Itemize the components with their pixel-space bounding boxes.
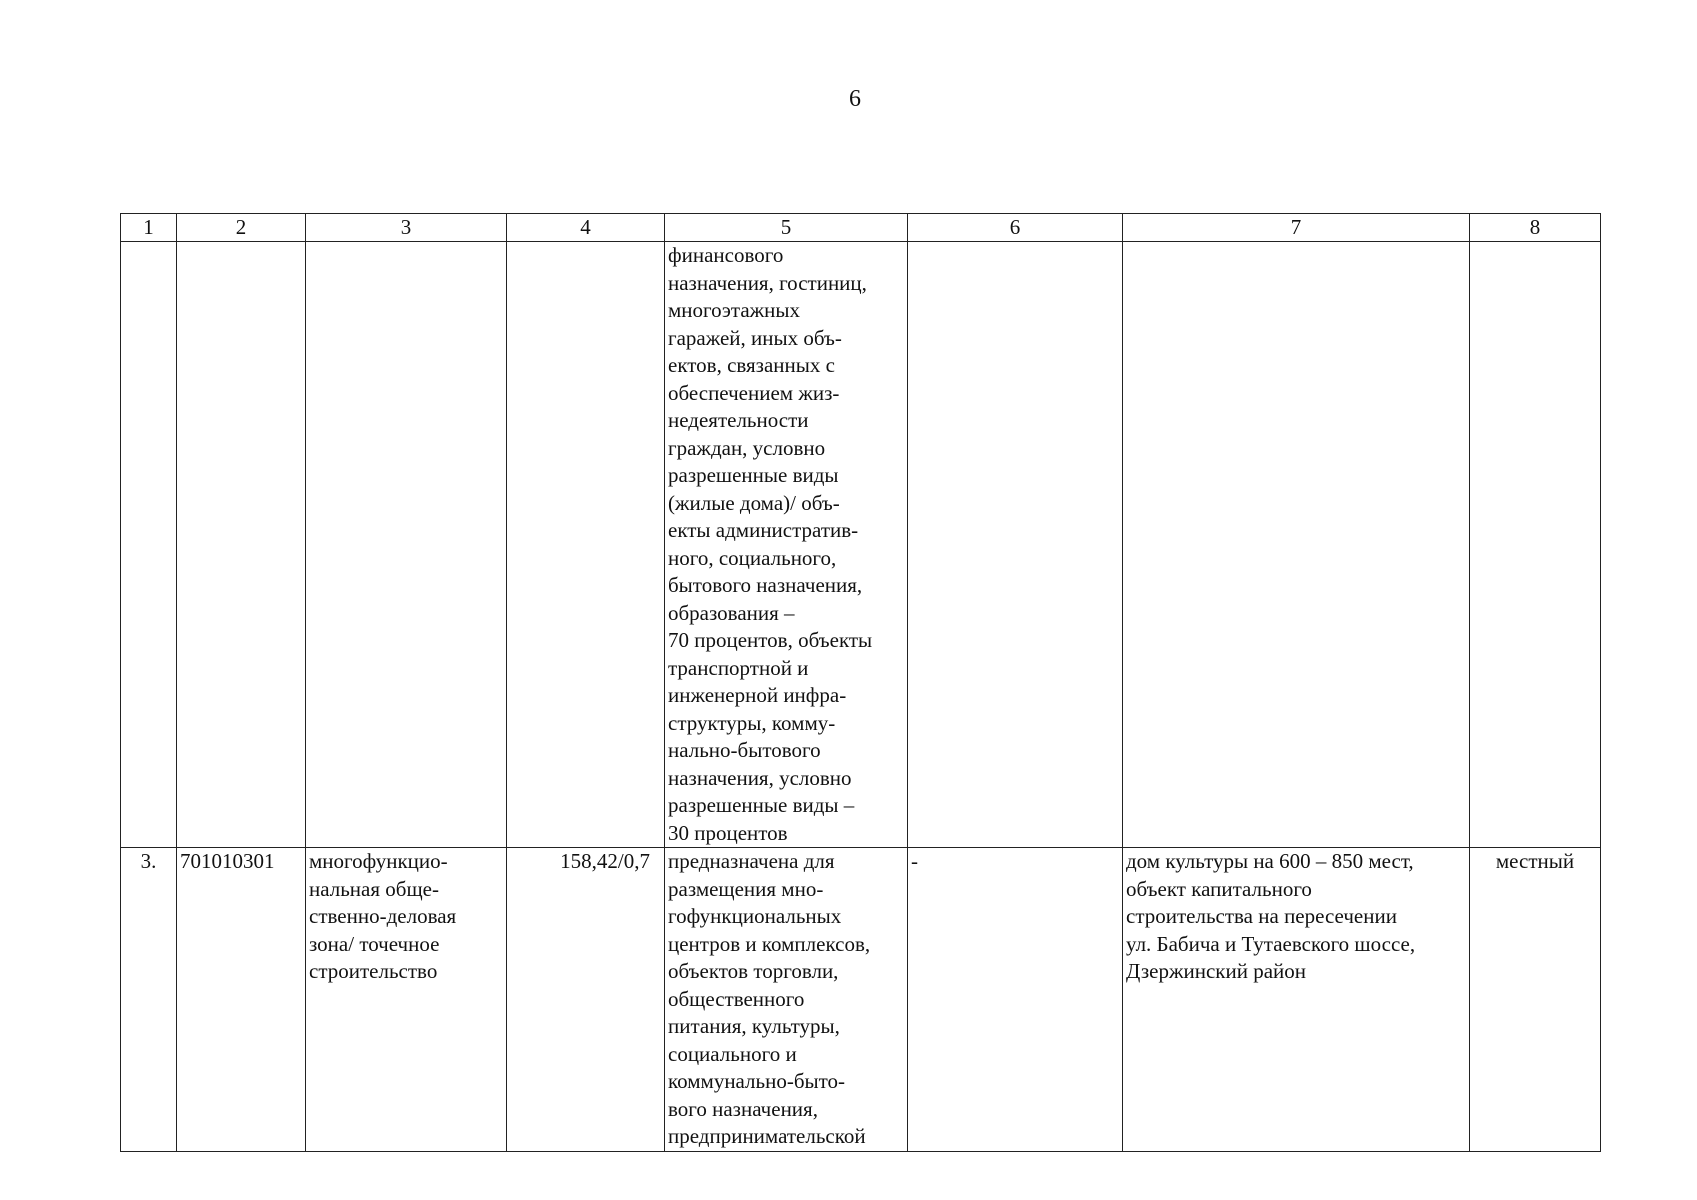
header-cell-8: 8 xyxy=(1470,214,1601,242)
table-row-continued xyxy=(121,242,1601,848)
cell-significance: местный xyxy=(1470,848,1601,1152)
cell-number: 3. xyxy=(121,848,177,1152)
cell-zone-name: многофункцио- нальная обще- ственно-деловая зона/ точечное строительство xyxy=(306,848,507,1152)
header-cell-5: 5 xyxy=(665,214,908,242)
page-number: 6 xyxy=(849,86,861,112)
header-cell-4: 4 xyxy=(507,214,665,242)
cell-zone-code: 701010301 xyxy=(177,848,306,1152)
cell-area: 158,42/0,7 xyxy=(507,848,665,1152)
header-cell-6: 6 xyxy=(908,214,1123,242)
table-header-row xyxy=(121,214,1601,242)
header-cell-7: 7 xyxy=(1123,214,1470,242)
cell-zone-code xyxy=(177,242,306,848)
cell-objects xyxy=(1123,242,1470,848)
cell-purpose: финансового назначения, гостиниц, многоэтажных гаражей, иных объ- ектов, связанных с обеспечением жиз- недеятельности граждан, условно разрешенные виды (жилые дома)/ объ- екты административ- ного, социального, бытового назначения, образования – 70 процентов, объекты транспортной и инженерной инфра- структуры, комму- нально-бытового назначения, условно разрешенные виды – 30 процентов xyxy=(665,242,908,848)
cell-significance xyxy=(1470,242,1601,848)
header-cell-1: 1 xyxy=(121,214,177,242)
header-cell-2: 2 xyxy=(177,214,306,242)
cell-area xyxy=(507,242,665,848)
cell-col6: - xyxy=(908,848,1123,1152)
table-row-3 xyxy=(121,848,1601,1152)
cell-col6 xyxy=(908,242,1123,848)
cell-zone-name xyxy=(306,242,507,848)
cell-purpose: предназначена для размещения мно- гофункциональных центров и комплексов, объектов торговли, общественного питания, культуры, социального и коммунально-быто- вого назначения, предпринимательской xyxy=(665,848,908,1152)
header-cell-3: 3 xyxy=(306,214,507,242)
cell-objects: дом культуры на 600 – 850 мест, объект капитального строительства на пересечении ул. Бабича и Тутаевского шоссе, Дзержинский район xyxy=(1123,848,1470,1152)
cell-number xyxy=(121,242,177,848)
zoning-table xyxy=(120,213,1601,1152)
